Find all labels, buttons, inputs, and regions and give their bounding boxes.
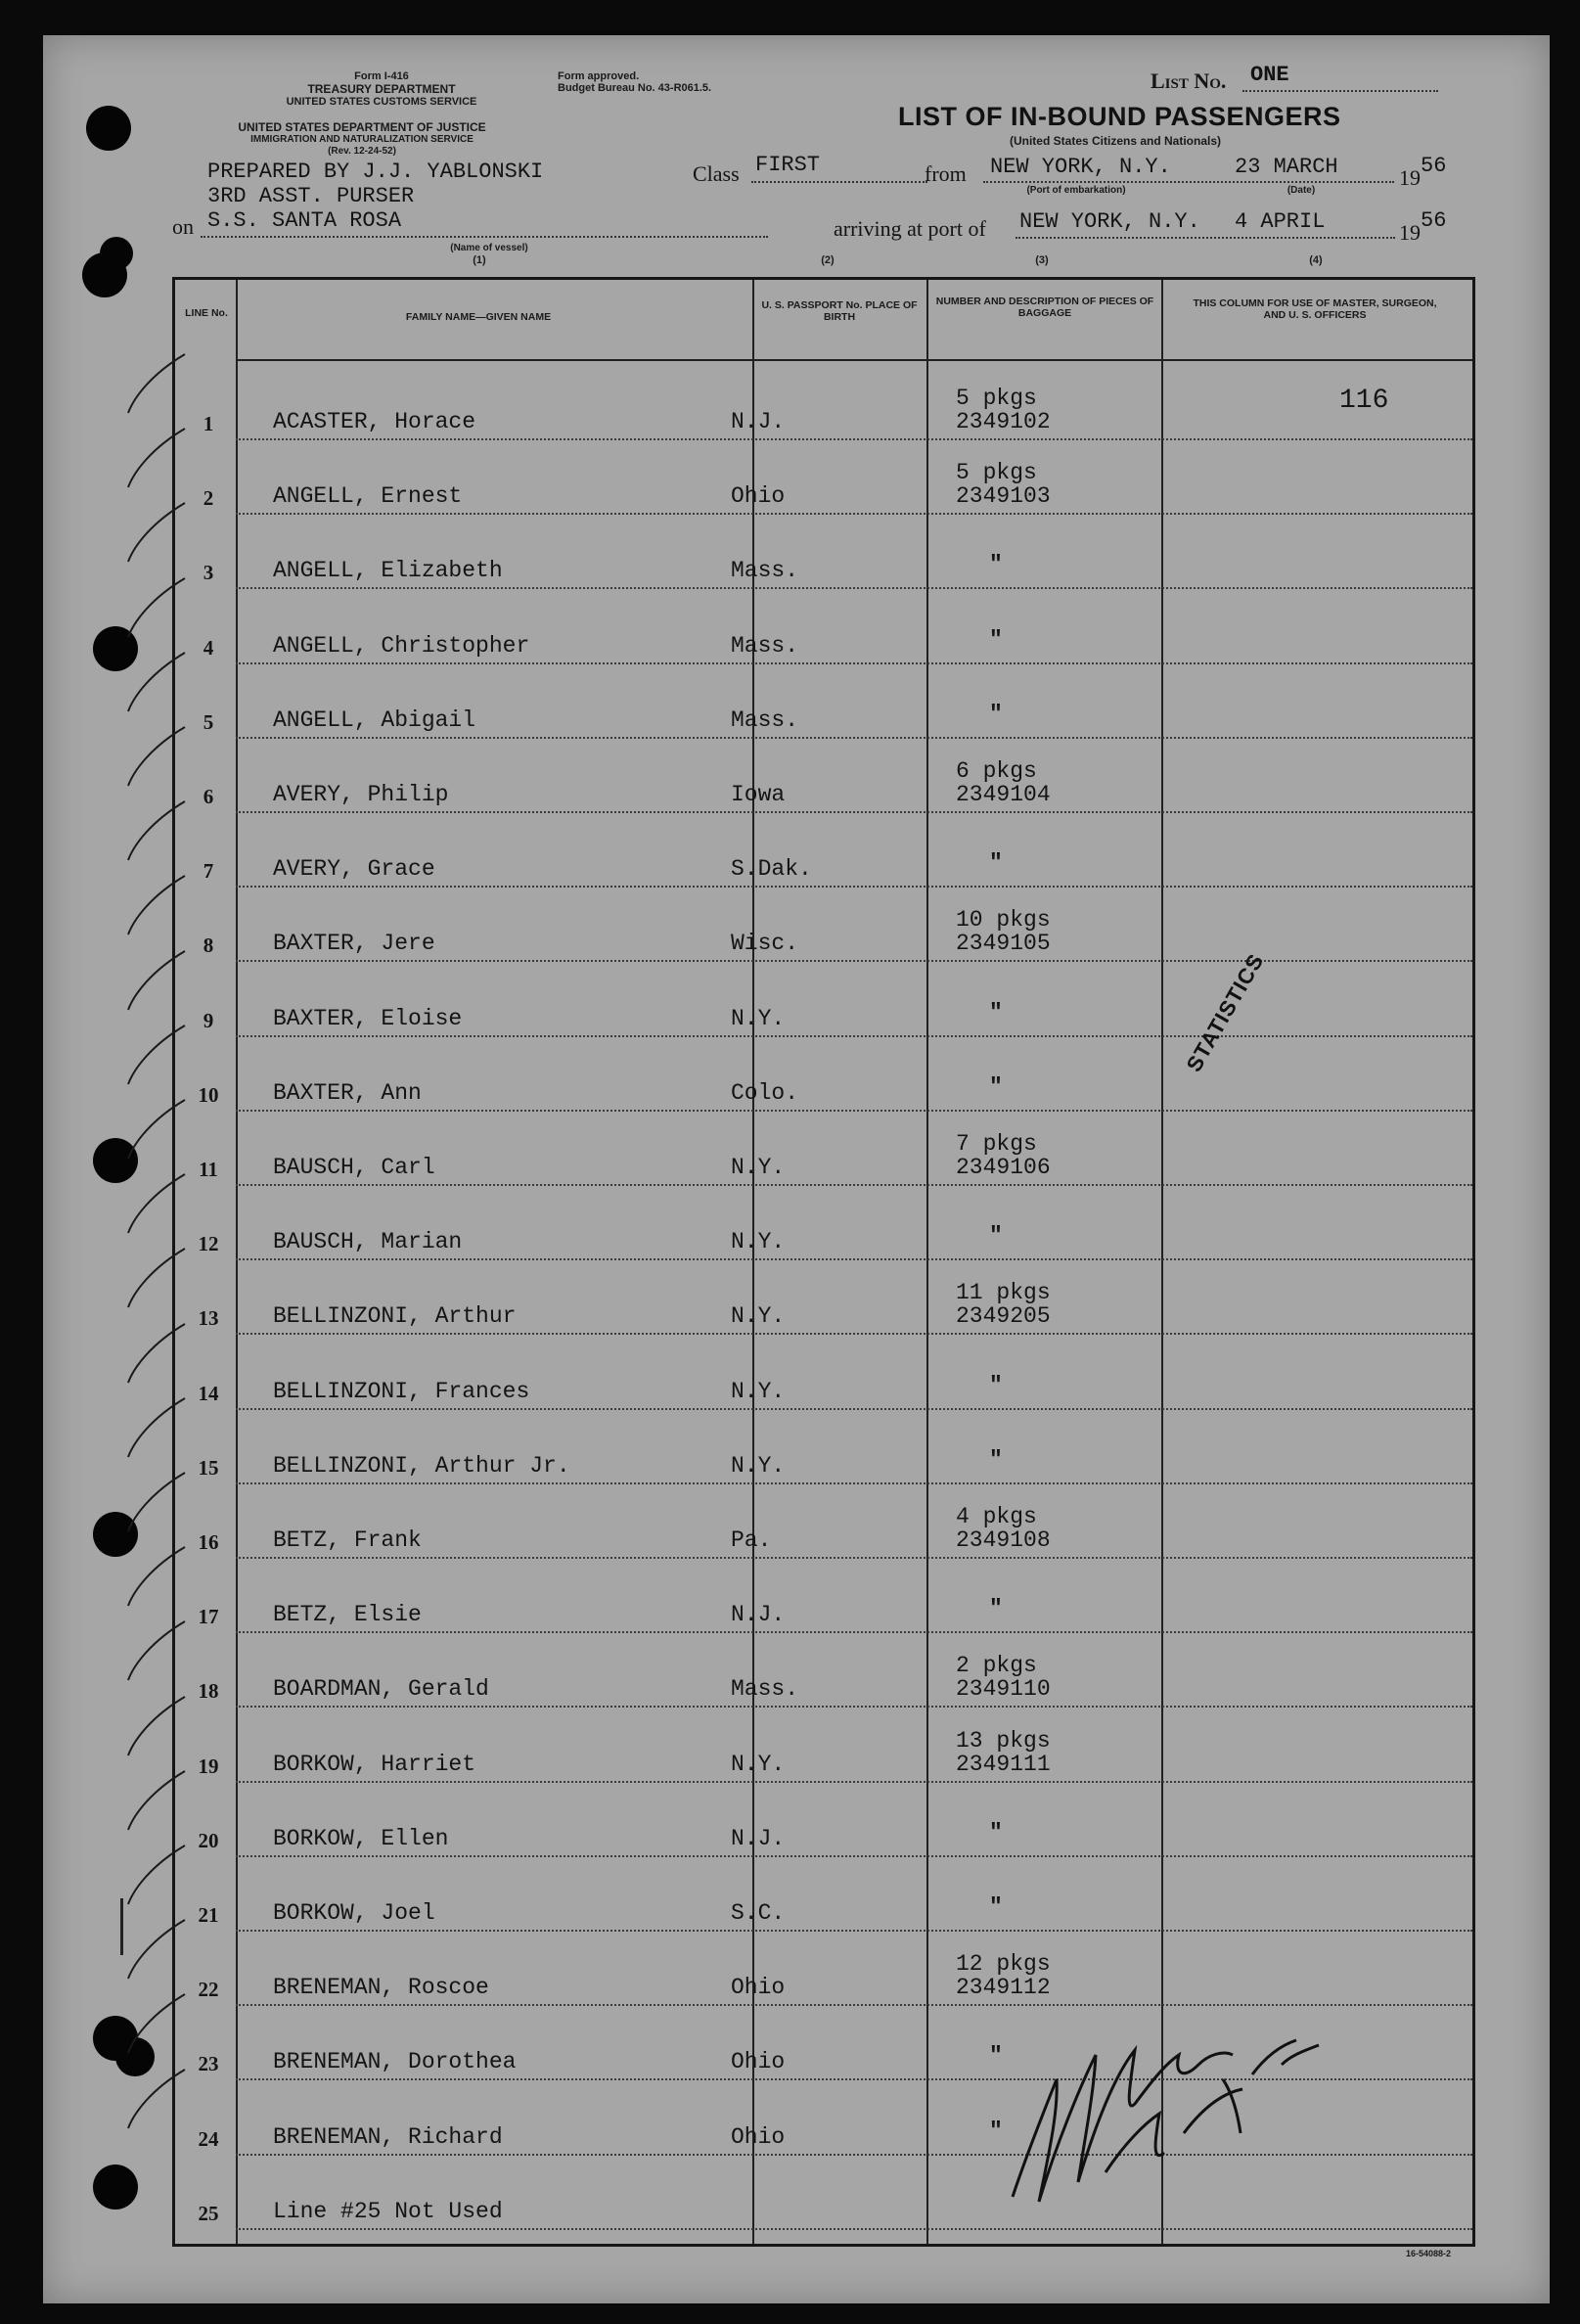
line-number: 22 xyxy=(198,1978,219,2002)
line-number: 13 xyxy=(198,1306,219,1331)
baggage-number: 2349108 xyxy=(956,1527,1051,1553)
ditto-mark: " xyxy=(989,1819,1003,1846)
place-of-birth: N.J. xyxy=(731,1825,786,1851)
line-number: 6 xyxy=(203,785,214,808)
place-of-birth: Ohio xyxy=(731,1975,786,2001)
vessel-caption: (Name of vessel) xyxy=(450,243,528,253)
check-mark-icon xyxy=(116,1988,214,2067)
check-mark-icon xyxy=(116,1392,214,1471)
check-mark-icon xyxy=(116,945,214,1024)
passenger-name: ANGELL, Christopher xyxy=(273,632,530,659)
baggage-count: 4 pkgs xyxy=(956,1504,1037,1529)
baggage-number: 2349205 xyxy=(956,1303,1051,1330)
form-number: Form I-416 xyxy=(354,70,409,82)
ditto-mark: " xyxy=(989,2043,1003,2070)
passenger-name: BORKOW, Joel xyxy=(273,1900,435,1926)
passenger-name: BRENEMAN, Richard xyxy=(273,2123,503,2150)
check-mark-icon xyxy=(116,1467,214,1545)
passenger-name: BRENEMAN, Roscoe xyxy=(273,1975,489,2001)
ditto-mark: " xyxy=(989,1372,1003,1398)
table-row xyxy=(175,819,1472,893)
baggage-number: 2349110 xyxy=(956,1676,1051,1703)
check-mark-icon xyxy=(116,796,214,874)
ditto-mark: " xyxy=(989,1073,1003,1100)
from-label: from xyxy=(925,161,967,186)
passenger-name: AVERY, Philip xyxy=(273,782,449,807)
baggage-count: 11 pkgs xyxy=(956,1280,1051,1306)
passenger-name: BAUSCH, Marian xyxy=(273,1229,463,1255)
budget-bureau: Budget Bureau No. 43-R061.5. xyxy=(558,82,712,94)
table-row xyxy=(175,1043,1472,1117)
passenger-name: BRENEMAN, Dorothea xyxy=(273,2049,517,2075)
page-title: LIST OF IN-BOUND PASSENGERS xyxy=(898,102,1341,131)
passenger-name: ANGELL, Elizabeth xyxy=(273,558,503,584)
place-of-birth: Mass. xyxy=(731,558,799,584)
ditto-mark: " xyxy=(989,552,1003,578)
passenger-name: BELLINZONI, Arthur xyxy=(273,1303,517,1330)
baggage-number: 2349102 xyxy=(956,409,1051,434)
place-of-birth: N.J. xyxy=(731,409,786,434)
check-mark-icon xyxy=(116,1914,214,1992)
line-number: 8 xyxy=(203,934,214,958)
col-header-officers: THIS COLUMN FOR USE OF MASTER, SURGEON, AND U. S. OFFICERS xyxy=(1193,297,1437,321)
check-mark-icon xyxy=(116,1094,214,1172)
baggage-count: 10 pkgs xyxy=(956,907,1051,934)
check-mark-icon xyxy=(116,1541,214,1619)
check-mark-icon xyxy=(116,1616,214,1694)
table-row xyxy=(175,446,1472,521)
passenger-name: ANGELL, Abigail xyxy=(273,706,476,733)
passenger-name: BAXTER, Jere xyxy=(273,931,435,957)
passenger-name: BAXTER, Ann xyxy=(273,1079,422,1106)
line-number: 4 xyxy=(203,635,214,660)
table-row xyxy=(175,1416,1472,1490)
ins-service: IMMIGRATION AND NATURALIZATION SERVICE xyxy=(250,134,474,145)
col-header-passport: U. S. PASSPORT No. PLACE OF BIRTH xyxy=(761,299,918,323)
passenger-name: BETZ, Elsie xyxy=(273,1602,422,1628)
table-row xyxy=(175,1714,1472,1789)
baggage-number: 2349104 xyxy=(956,782,1051,807)
ditto-mark: " xyxy=(989,1894,1003,1920)
place-of-birth: N.Y. xyxy=(731,1229,786,1255)
table-row xyxy=(175,1192,1472,1266)
table-row xyxy=(175,969,1472,1043)
place-of-birth: Mass. xyxy=(731,1676,799,1703)
table-row xyxy=(175,1639,1472,1713)
place-of-birth: N.Y. xyxy=(731,1751,786,1777)
line-number: 11 xyxy=(199,1158,218,1181)
baggage-number: 2349103 xyxy=(956,483,1051,510)
year-prefix-1: 19 xyxy=(1399,165,1421,190)
place-of-birth: Pa. xyxy=(731,1527,772,1553)
baggage-count: 6 pkgs xyxy=(956,758,1037,784)
table-row xyxy=(175,1117,1472,1192)
class-value: FIRST xyxy=(755,153,821,177)
place-of-birth: N.Y. xyxy=(731,1452,786,1479)
ditto-mark: " xyxy=(989,2118,1003,2144)
place-of-birth: N.Y. xyxy=(731,1155,786,1180)
class-label: Class xyxy=(693,161,740,186)
binder-hole-9 xyxy=(93,2165,138,2210)
passenger-name: BETZ, Frank xyxy=(273,1527,422,1553)
line-number: 17 xyxy=(198,1605,219,1629)
ditto-mark: " xyxy=(989,850,1003,877)
baggage-count: 13 pkgs xyxy=(956,1727,1051,1754)
prepared-title: 3RD ASST. PURSER xyxy=(207,184,415,208)
check-mark-icon xyxy=(116,2064,214,2142)
place-of-birth: Mass. xyxy=(731,706,799,733)
check-mark-icon xyxy=(116,1691,214,1769)
line-number: 15 xyxy=(198,1455,219,1480)
passenger-name: AVERY, Grace xyxy=(273,856,435,883)
check-mark-icon xyxy=(116,1168,214,1247)
col-header-baggage: NUMBER AND DESCRIPTION OF PIECES OF BAGGAGE xyxy=(935,296,1154,319)
check-mark-icon xyxy=(116,1765,214,1844)
place-of-birth: Ohio xyxy=(731,2123,786,2150)
signature xyxy=(988,1996,1340,2241)
place-of-birth: S.Dak. xyxy=(731,856,812,883)
line-number: 20 xyxy=(198,1828,219,1852)
passenger-name: BELLINZONI, Arthur Jr. xyxy=(273,1452,570,1479)
line-number: 7 xyxy=(203,859,214,884)
check-mark-icon xyxy=(116,1020,214,1098)
check-mark-icon xyxy=(116,721,214,799)
place-of-birth: S.C. xyxy=(731,1900,786,1926)
check-mark-icon xyxy=(116,870,214,948)
passenger-name: ACASTER, Horace xyxy=(273,409,476,434)
list-no-label: List No. xyxy=(1151,68,1227,93)
place-of-birth: N.Y. xyxy=(731,1378,786,1404)
table-row xyxy=(175,1342,1472,1416)
check-mark-icon xyxy=(116,423,214,501)
line-number: 25 xyxy=(198,2201,219,2225)
arriving-port: NEW YORK, N.Y. xyxy=(1019,209,1200,234)
treasury-dept: TREASURY DEPARTMENT xyxy=(307,82,456,96)
date-caption: (Date) xyxy=(1287,185,1316,196)
year-suffix-2: 56 xyxy=(1421,208,1447,233)
form-revision: (Rev. 12-24-52) xyxy=(328,146,396,157)
place-of-birth: Iowa xyxy=(731,782,786,807)
officer-note: 116 xyxy=(1339,386,1389,416)
passenger-name: BAUSCH, Carl xyxy=(273,1155,435,1180)
passenger-name: BORKOW, Ellen xyxy=(273,1825,449,1851)
passenger-table xyxy=(172,277,1475,2247)
check-mark-icon xyxy=(116,572,214,651)
place-of-birth: N.Y. xyxy=(731,1005,786,1031)
col-header-family-name: FAMILY NAME—GIVEN NAME xyxy=(405,311,552,323)
place-of-birth: N.J. xyxy=(731,1602,786,1628)
line-number: 18 xyxy=(198,1679,219,1704)
from-date: 23 MARCH xyxy=(1235,155,1338,179)
line-number: 23 xyxy=(198,2052,219,2076)
place-of-birth: Ohio xyxy=(731,2049,786,2075)
ditto-mark: " xyxy=(989,1596,1003,1622)
ditto-mark: " xyxy=(989,701,1003,727)
vessel-name: S.S. SANTA ROSA xyxy=(207,208,402,233)
line-number: 1 xyxy=(203,412,214,435)
line-number: 10 xyxy=(198,1082,219,1107)
place-of-birth: Colo. xyxy=(731,1079,799,1106)
baggage-count: 5 pkgs xyxy=(956,386,1037,411)
line-number: 12 xyxy=(198,1232,219,1256)
line-number: 24 xyxy=(198,2126,219,2151)
line-number: 16 xyxy=(198,1530,219,1554)
check-mark-icon xyxy=(116,348,214,427)
on-label: on xyxy=(172,214,194,239)
table-row xyxy=(175,893,1472,968)
baggage-number: 2349105 xyxy=(956,931,1051,957)
passenger-name: ANGELL, Ernest xyxy=(273,483,463,510)
table-row xyxy=(175,521,1472,595)
check-mark-icon xyxy=(116,497,214,575)
line-number: 5 xyxy=(203,709,214,734)
table-row xyxy=(175,1863,1472,1937)
ditto-mark: " xyxy=(989,1223,1003,1250)
arriving-label: arriving at port of xyxy=(834,216,986,241)
col-caption-1: (1) xyxy=(473,254,486,266)
line-number: 14 xyxy=(198,1381,219,1405)
passenger-name: BOARDMAN, Gerald xyxy=(273,1676,489,1703)
binder-hole-1 xyxy=(86,106,131,151)
port-embark-caption: (Port of embarkation) xyxy=(1026,185,1126,196)
baggage-count: 2 pkgs xyxy=(956,1653,1037,1679)
arrival-date: 4 APRIL xyxy=(1235,209,1326,234)
table-row xyxy=(175,1565,1472,1639)
line-number: 3 xyxy=(203,561,214,585)
from-port: NEW YORK, N.Y. xyxy=(990,155,1171,179)
ditto-mark: " xyxy=(989,1446,1003,1473)
check-mark-icon xyxy=(116,647,214,725)
year-suffix-1: 56 xyxy=(1421,154,1447,178)
table-row xyxy=(175,372,1472,446)
check-mark-icon xyxy=(116,1840,214,1918)
line-number: 19 xyxy=(198,1754,219,1778)
form-approved: Form approved. xyxy=(558,70,640,82)
col-caption-4: (4) xyxy=(1309,254,1323,266)
passenger-name: BAXTER, Eloise xyxy=(273,1005,463,1031)
passenger-name: BORKOW, Harriet xyxy=(273,1751,476,1777)
col-header-line-no: LINE No. xyxy=(185,307,228,319)
baggage-number: 2349111 xyxy=(956,1751,1051,1777)
table-row xyxy=(175,1266,1472,1341)
table-row xyxy=(175,670,1472,745)
place-of-birth: Mass. xyxy=(731,632,799,659)
check-mark-icon xyxy=(116,1243,214,1321)
justice-dept: UNITED STATES DEPARTMENT OF JUSTICE xyxy=(238,120,486,134)
line-number: 21 xyxy=(198,1903,219,1927)
baggage-count: 7 pkgs xyxy=(956,1131,1037,1157)
table-row xyxy=(175,1490,1472,1565)
col-caption-3: (3) xyxy=(1035,254,1049,266)
form-footer-code: 16-54088-2 xyxy=(1405,2249,1452,2258)
baggage-number: 2349112 xyxy=(956,1975,1051,2001)
table-row xyxy=(175,745,1472,819)
place-of-birth: Ohio xyxy=(731,483,786,510)
passenger-name: BELLINZONI, Frances xyxy=(273,1378,530,1404)
place-of-birth: Wisc. xyxy=(731,931,799,957)
customs-service: UNITED STATES CUSTOMS SERVICE xyxy=(286,96,477,108)
binder-hole-3 xyxy=(100,237,133,270)
col-caption-2: (2) xyxy=(821,254,835,266)
passenger-name: Line #25 Not Used xyxy=(273,2198,503,2224)
baggage-count: 12 pkgs xyxy=(956,1951,1051,1978)
line-number: 2 xyxy=(203,486,214,511)
table-row xyxy=(175,596,1472,670)
statistics-stamp: STATISTICS xyxy=(1181,949,1269,1076)
page-subtitle: (United States Citizens and Nationals) xyxy=(1009,134,1222,148)
prepared-by: PREPARED BY J.J. YABLONSKI xyxy=(207,159,544,184)
baggage-count: 5 pkgs xyxy=(956,460,1037,486)
place-of-birth: N.Y. xyxy=(731,1303,786,1330)
ditto-mark: " xyxy=(989,999,1003,1025)
table-row xyxy=(175,1789,1472,1863)
line-number: 9 xyxy=(203,1008,214,1032)
list-no-value: ONE xyxy=(1250,63,1289,87)
ditto-mark: " xyxy=(989,626,1003,653)
check-mark-icon xyxy=(116,1318,214,1396)
baggage-number: 2349106 xyxy=(956,1155,1051,1180)
year-prefix-2: 19 xyxy=(1399,220,1421,245)
